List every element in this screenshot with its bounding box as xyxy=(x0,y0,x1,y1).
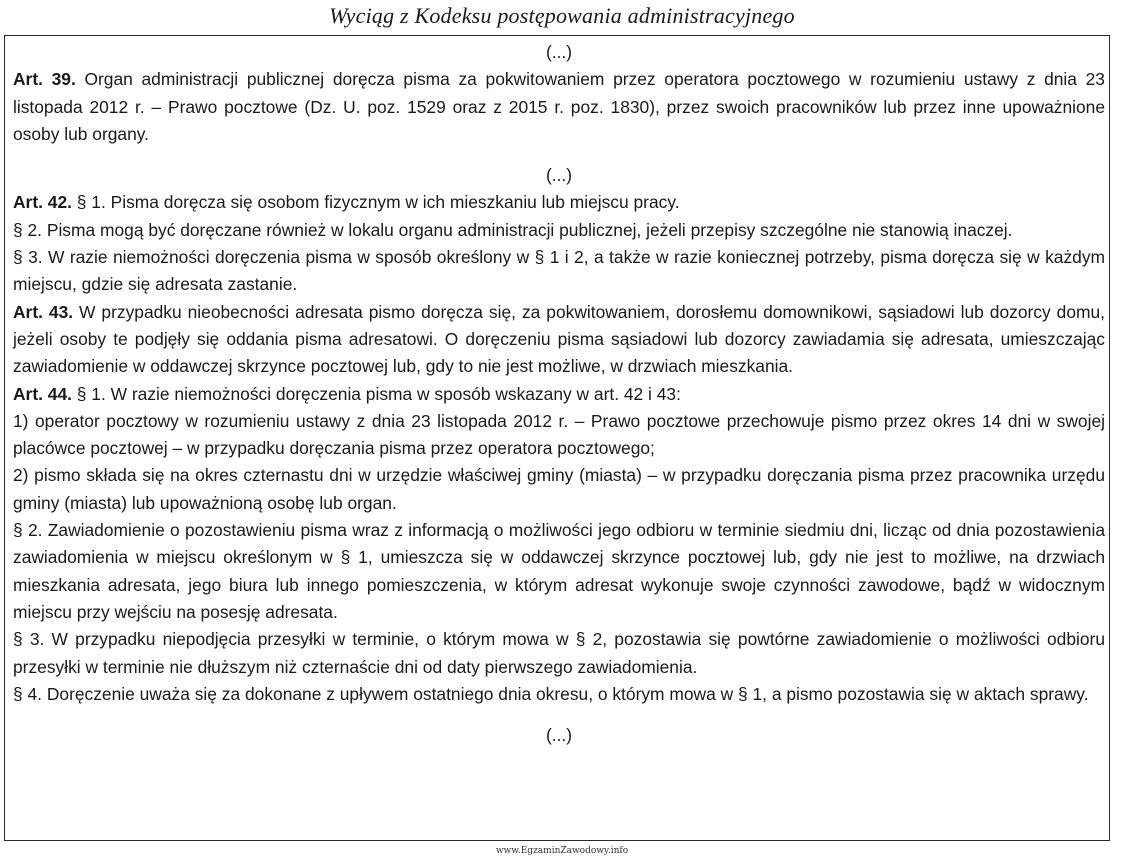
article-42-paragraph-2: § 2. Pisma mogą być doręczane również w lokalu organu administracji publicznej, jeżeli przepisy szczególne nie stanowią inaczej. xyxy=(13,219,1013,240)
article-44-paragraph-2: § 2. Zawiadomienie o pozostawieniu pisma wraz z informacją o możliwości jego odbioru w terminie siedmiu dni, licząc od dnia pozostawienia zawiadomienia w miejscu określonym w § 1, umieszcza się w oddawczej skrzynce pocztowej lub, gdy nie jest to możliwe, na drzwiach mieszkania adresata, jego biura lub innego pomieszczenia, w którym adresat wykonuje swoje czynności zawodowe, bądź w widocznym miejscu przy wejściu na posesję adresata. xyxy=(13,520,1105,622)
ellipsis-top: (...) xyxy=(545,42,573,62)
article-44-item-1: 1) operator pocztowy w rozumieniu ustawy z dnia 23 listopada 2012 r. – Prawo pocztowe przechowuje pismo przez okres 14 dni w swojej placówce pocztowej – w przypadku doręczania pisma przez operatora pocztowego; xyxy=(13,410,1105,459)
article-39 xyxy=(13,66,1105,148)
document-title: Wyciąg z Kodeksu postępowania administracyjnego xyxy=(329,3,795,28)
footer-watermark: www.EgzaminZawodowy.info xyxy=(495,846,629,856)
article-39-label: Art. 39. xyxy=(13,69,76,90)
article-43 xyxy=(13,299,1105,381)
article-42-label: Art. 42. xyxy=(13,192,72,213)
article-42-paragraph-3: § 3. W razie niemożności doręczenia pisma w sposób określony w § 1 i 2, a także w razie koniecznej potrzeby, pisma doręcza się w każdym miejscu, gdzie się adresata zastanie. xyxy=(13,247,1105,295)
article-43-label: Art. 43. xyxy=(13,301,74,322)
article-44-paragraph-3: § 3. W przypadku niepodjęcia przesyłki w terminie, o którym mowa w § 2, pozostawia się powtórne zawiadomienie o możliwości odbioru przesyłki w terminie nie dłuższym niż czternaście dni od daty pierwszego zawiadomienia. xyxy=(13,629,1105,677)
article-44-label: Art. 44. xyxy=(13,383,72,404)
ellipsis-bottom: (...) xyxy=(545,725,573,746)
article-39-text: Organ administracji publicznej doręcza pisma za pokwitowaniem przez operatora pocztowego w rozumieniu ustawy z dnia 23 listopada 2012 r. – Prawo pocztowe (Dz. U. poz. 1529 oraz z 2015 r. poz. 1830), przez swoich pracowników lub przez inne upoważnione osoby lub organy. xyxy=(13,69,1105,144)
article-44-paragraph-4: § 4. Doręczenie uważa się za dokonane z upływem ostatniego dnia okresu, o którym mowa w § 1, a pismo pozostawia się w aktach sprawy. xyxy=(13,683,1089,704)
document-body xyxy=(13,39,1105,749)
ellipsis-middle: (...) xyxy=(545,165,573,186)
article-44-p1-text: § 1. W razie niemożności doręczenia pisma w sposób wskazany w art. 42 i 43: xyxy=(71,383,681,404)
article-42-paragraph-1 xyxy=(13,189,1105,216)
article-42-p1-text: § 1. Pisma doręcza się osobom fizycznym w ich mieszkaniu lub miejscu pracy. xyxy=(71,192,680,213)
article-44-paragraph-1 xyxy=(13,381,1105,408)
article-43-text: W przypadku nieobecności adresata pismo doręcza się, za pokwitowaniem, dorosłemu domownikowi, sąsiadowi lub dozorcy domu, jeżeli osoby te podjęły się oddania pisma adresatowi. O doręczeniu pisma sąsiadowi lub dozorcy zawiadamia się adresata, umieszczając zawiadomienie w oddawczej skrzynce pocztowej lub, gdy to nie jest możliwe, w drzwiach mieszkania. xyxy=(13,301,1105,377)
article-44-item-2: 2) pismo składa się na okres czternastu dni w urzędzie właściwej gminy (miasta) – w przypadku doręczania pisma przez pracownika urzędu gminy (miasta) lub upoważnioną osobę lub organ. xyxy=(13,465,1105,513)
